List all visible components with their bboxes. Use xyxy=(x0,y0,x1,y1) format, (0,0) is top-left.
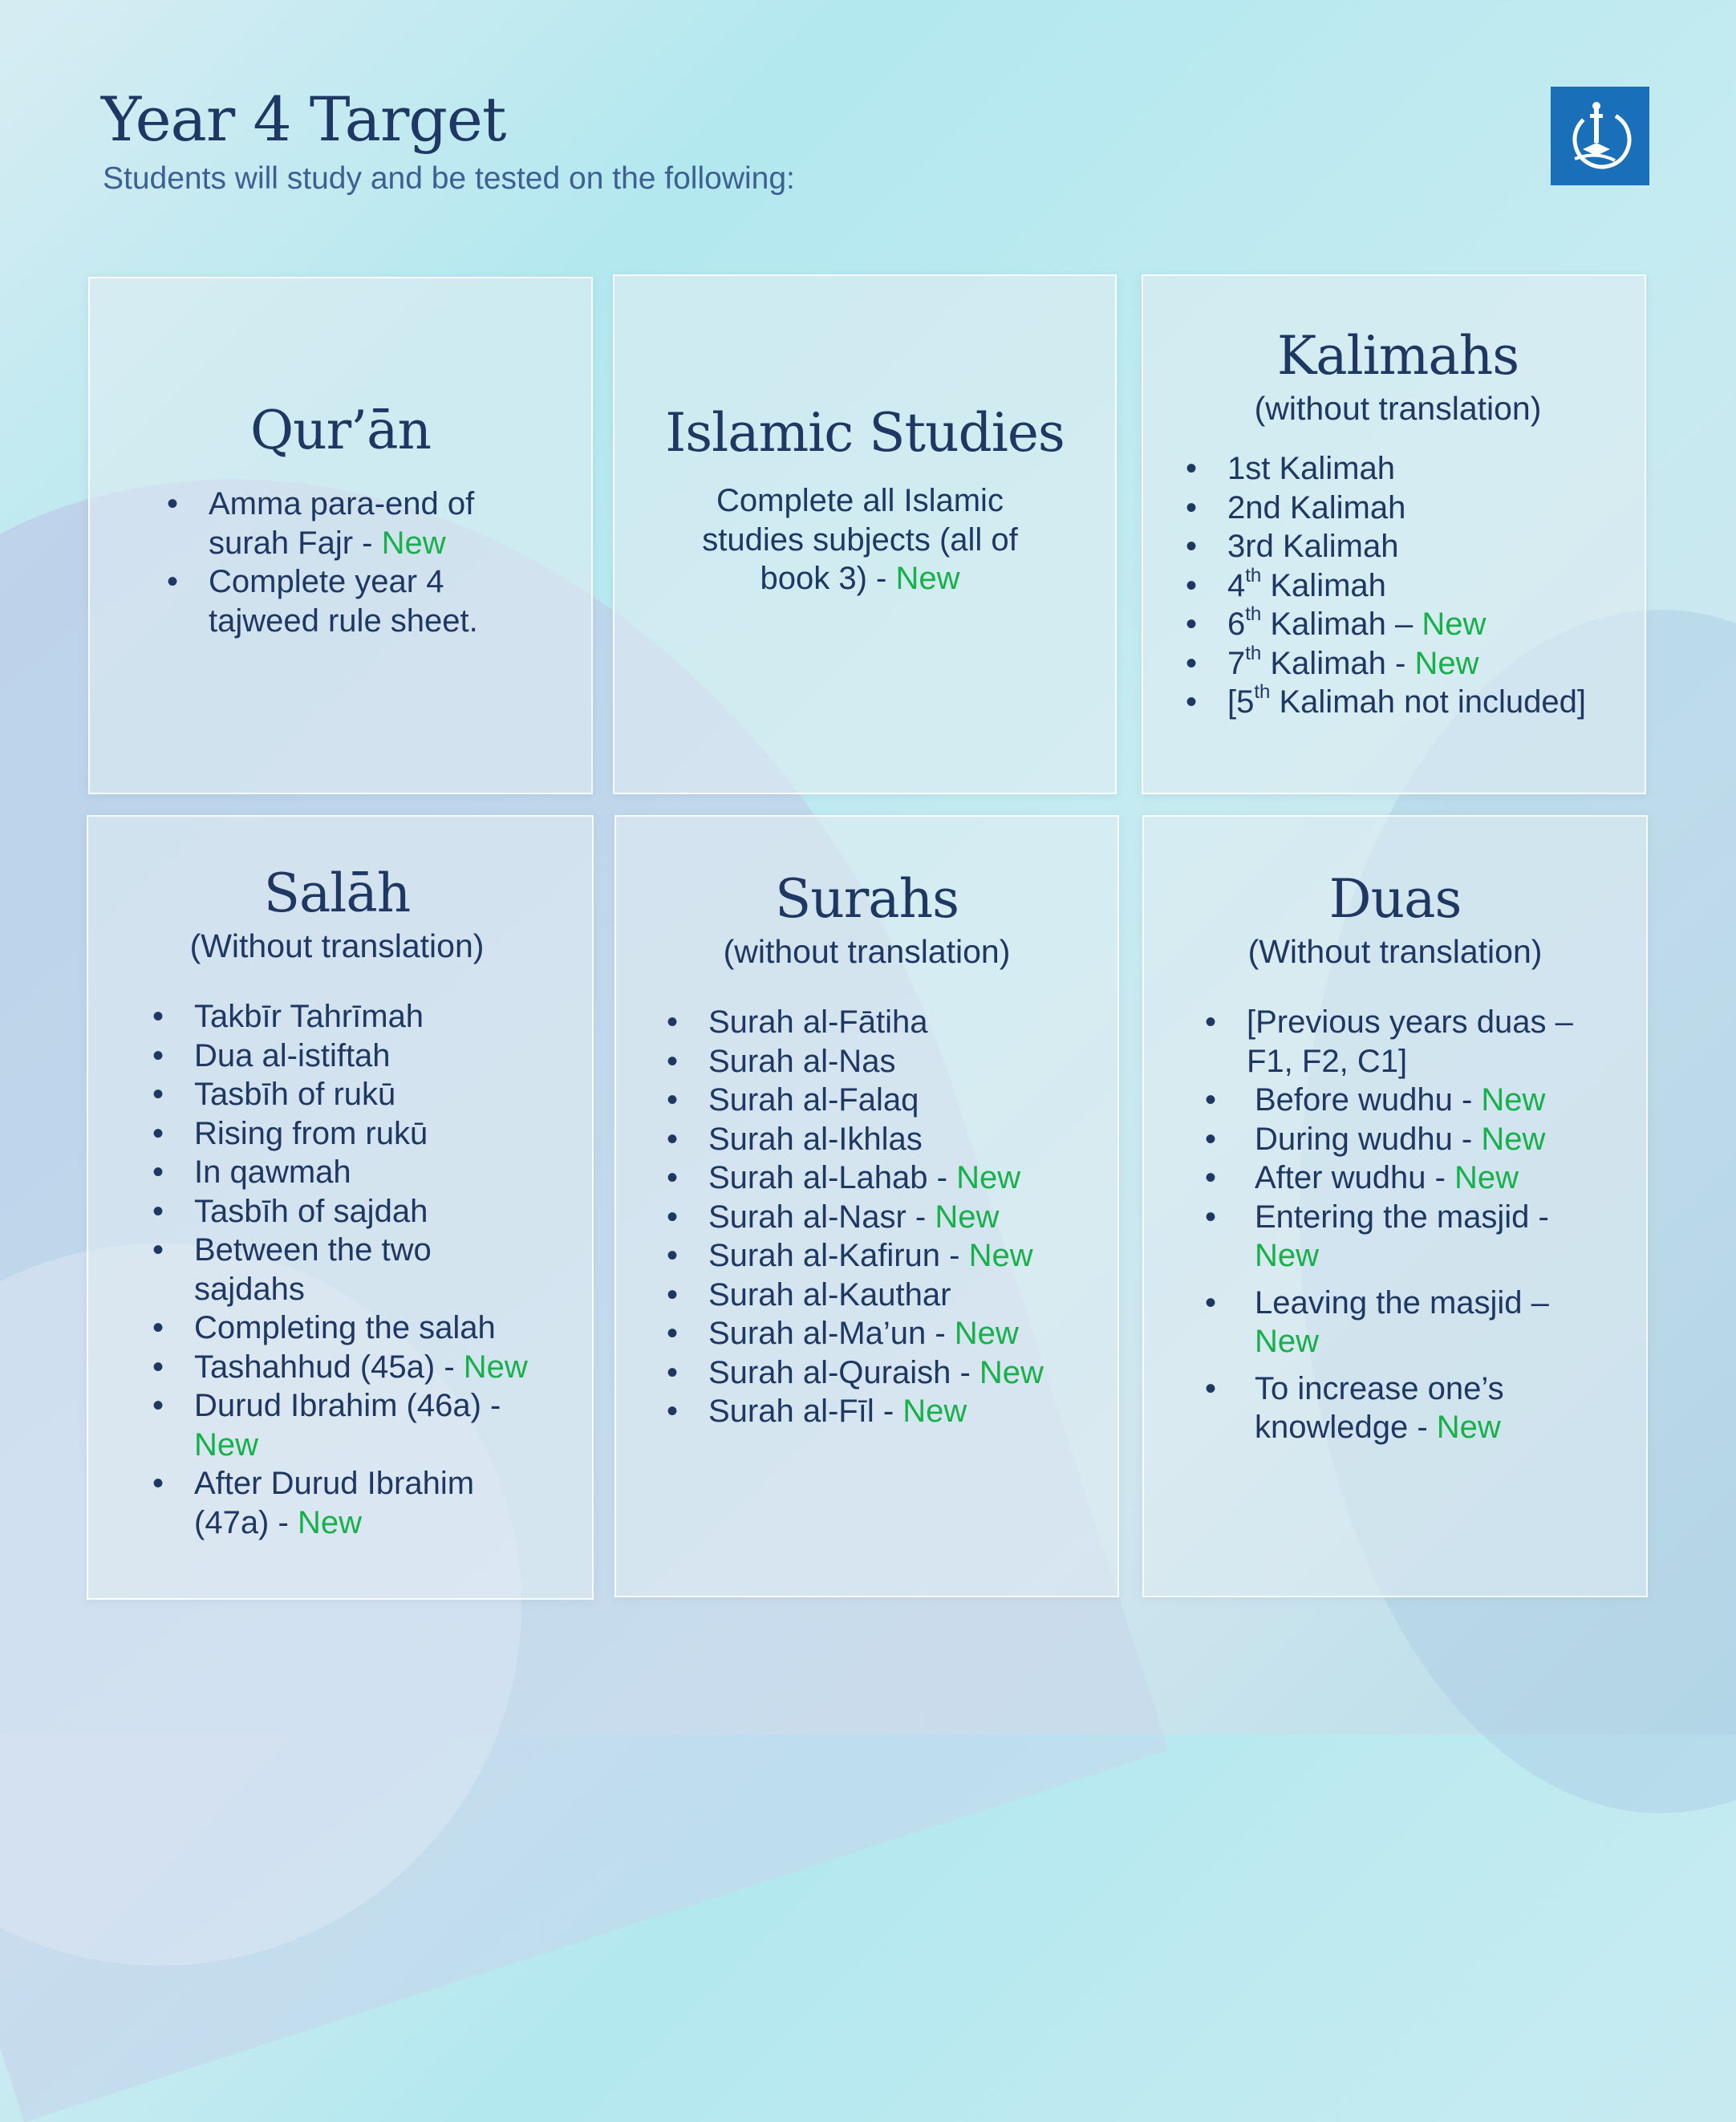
new-badge: New xyxy=(194,1426,259,1463)
card-kalimahs xyxy=(1142,274,1646,794)
minaret-book-icon xyxy=(1551,87,1649,185)
new-badge: New xyxy=(1255,1324,1320,1359)
list-item: • Surah al-Nas xyxy=(708,1042,1117,1081)
card-title: Surahs xyxy=(775,868,959,930)
surahs-list xyxy=(708,1003,1117,1431)
list-item: • Tasbīh of rukū xyxy=(194,1075,592,1114)
new-badge: New xyxy=(902,1394,967,1429)
new-badge: New xyxy=(1422,607,1487,642)
list-item: • Rising from rukū xyxy=(194,1114,592,1154)
new-badge: New xyxy=(1454,1160,1519,1195)
new-badge: New xyxy=(956,1160,1021,1195)
new-badge: New xyxy=(895,561,960,596)
list-item: • After wudhu - New xyxy=(1247,1158,1646,1198)
card-subtitle: (Without translation) xyxy=(1247,933,1543,970)
list-item: • 6th Kalimah – New xyxy=(1227,605,1645,644)
list-item: • Surah al-Fīl - New xyxy=(708,1392,1117,1431)
list-item: • Surah al-Quraish - New xyxy=(708,1353,1117,1393)
list-item: • Completing the salah xyxy=(194,1308,592,1348)
salah-list xyxy=(194,997,592,1542)
list-item: • 1st Kalimah xyxy=(1227,449,1645,489)
list-item: • To increase one’s knowledge - New xyxy=(1247,1369,1646,1447)
list-item: • After Durud Ibrahim (47a) - New xyxy=(194,1464,592,1542)
new-badge: New xyxy=(1481,1121,1546,1157)
list-item: • In qawmah xyxy=(194,1153,592,1192)
quran-list xyxy=(209,485,591,640)
kalimahs-list xyxy=(1227,449,1645,722)
list-item: • Amma para-end of surah Fajr - New xyxy=(209,485,591,562)
list-item: • Durud Ibrahim (46a) - New xyxy=(194,1386,592,1464)
list-item: • During wudhu - New xyxy=(1247,1120,1646,1159)
card-title: Salāh xyxy=(263,862,411,924)
card-title: Islamic Studies xyxy=(665,402,1065,464)
new-badge: New xyxy=(1436,1410,1501,1445)
new-badge: New xyxy=(935,1199,1000,1235)
list-item: • Tasbīh of sajdah xyxy=(194,1192,592,1231)
new-badge: New xyxy=(297,1504,362,1540)
list-item: • 4th Kalimah xyxy=(1227,566,1645,606)
card-salah xyxy=(87,815,594,1600)
card-duas xyxy=(1142,815,1648,1597)
list-item: • Surah al-Ikhlas xyxy=(708,1120,1117,1159)
list-item: • Takbīr Tahrīmah xyxy=(194,997,592,1037)
list-item: • Between the two sajdahs xyxy=(194,1231,592,1308)
list-item: • Leaving the masjid – New xyxy=(1247,1284,1646,1361)
list-item: • Surah al-Fātiha xyxy=(708,1003,1117,1042)
card-title: Duas xyxy=(1328,868,1462,930)
list-item: • [Previous years duas – F1, F2, C1] xyxy=(1247,1003,1646,1081)
new-badge: New xyxy=(1255,1238,1320,1273)
card-subtitle: (without translation) xyxy=(1254,390,1542,427)
new-badge: New xyxy=(381,525,446,561)
new-badge: New xyxy=(954,1316,1019,1351)
list-item: • Surah al-Kauthar xyxy=(708,1276,1117,1315)
list-item: • Surah al-Kafirun - New xyxy=(708,1236,1117,1276)
list-item: • Entering the masjid - New xyxy=(1247,1198,1646,1276)
card-subtitle: (Without translation) xyxy=(189,927,485,964)
list-item: • Tashahhud (45a) - New xyxy=(194,1348,592,1387)
new-badge: New xyxy=(968,1238,1033,1273)
list-item: • Surah al-Lahab - New xyxy=(708,1158,1117,1198)
list-item: • Surah al-Nasr - New xyxy=(708,1198,1117,1237)
card-subtitle: (without translation) xyxy=(723,933,1011,970)
new-badge: New xyxy=(1481,1082,1546,1118)
page-subtitle: Students will study and be tested on the following: xyxy=(103,161,795,196)
new-badge: New xyxy=(1414,645,1479,681)
list-item: • Before wudhu - New xyxy=(1247,1081,1646,1120)
card-surahs xyxy=(614,815,1119,1597)
duas-list xyxy=(1247,1003,1646,1447)
card-description: Complete all Islamic studies subjects (all of book 3) - New xyxy=(702,483,1018,596)
page-title: Year 4 Target xyxy=(101,83,506,155)
list-item: • [5th Kalimah not included] xyxy=(1227,683,1645,722)
card-title: Qur’ān xyxy=(250,400,431,461)
list-item: • 2nd Kalimah xyxy=(1227,489,1645,528)
card-quran xyxy=(88,277,593,794)
list-item: • Surah al-Ma’un - New xyxy=(708,1314,1117,1353)
list-item: • 3rd Kalimah xyxy=(1227,527,1645,566)
new-badge: New xyxy=(463,1349,528,1385)
card-islamic-studies xyxy=(613,274,1117,794)
list-item: • Surah al-Falaq xyxy=(708,1081,1117,1120)
new-badge: New xyxy=(979,1354,1044,1390)
list-item: • Dua al-istiftah xyxy=(194,1037,592,1076)
list-item: • 7th Kalimah - New xyxy=(1227,644,1645,684)
card-title: Kalimahs xyxy=(1276,325,1519,387)
list-item: • Complete year 4 tajweed rule sheet. xyxy=(209,562,591,640)
